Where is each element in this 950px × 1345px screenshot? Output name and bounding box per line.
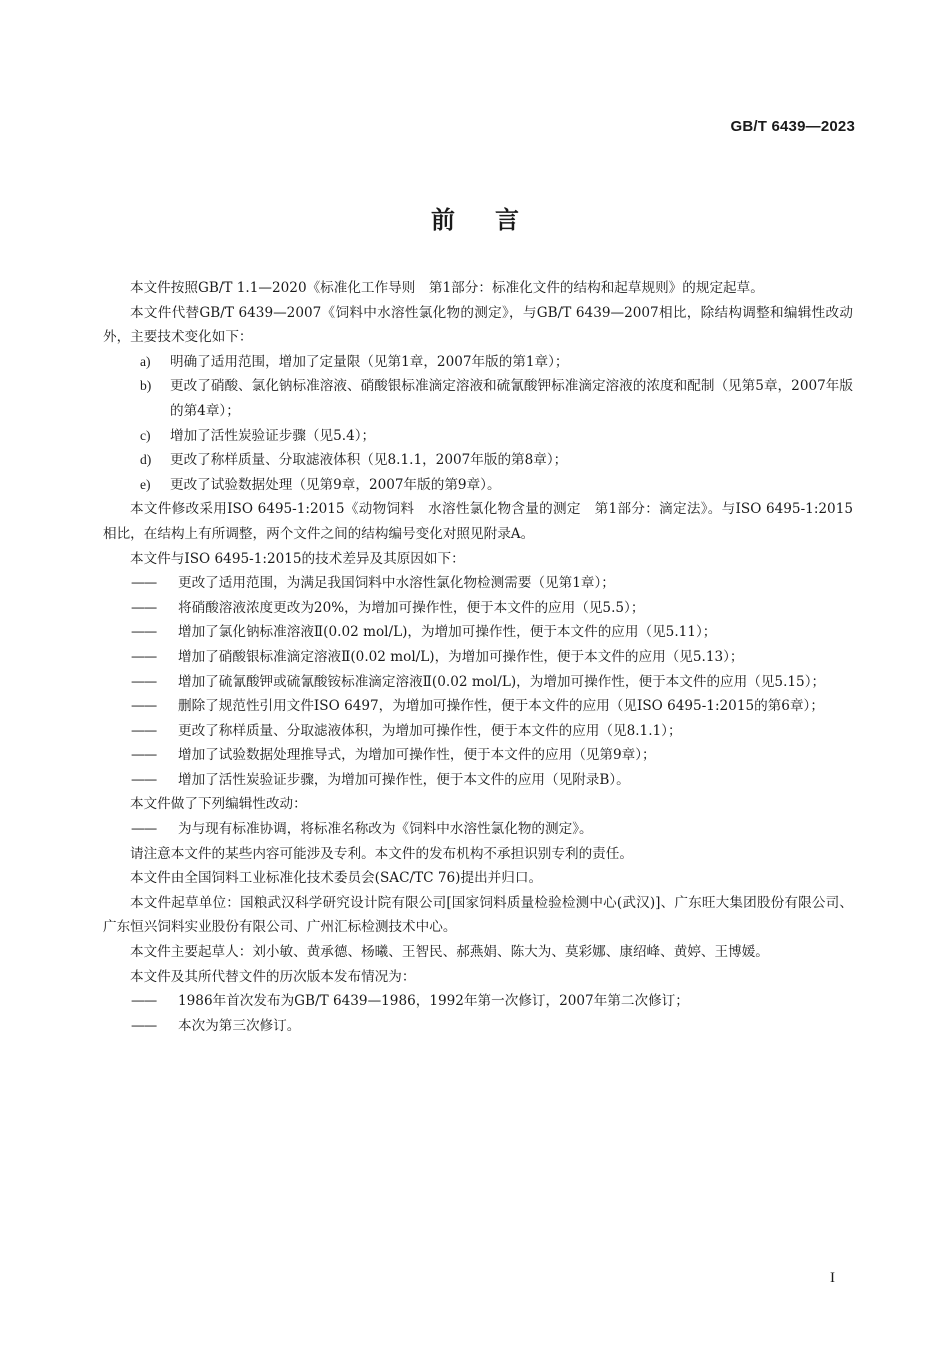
dash-item <box>103 989 853 1014</box>
dash-marker: —— <box>131 1017 157 1034</box>
dash-marker: —— <box>131 747 157 764</box>
dash-item <box>103 571 853 596</box>
list-text: 增加了活性炭验证步骤（见5.4）； <box>170 427 376 444</box>
paragraph: 本文件及其所代替文件的历次版本发布情况为： <box>130 968 416 985</box>
dash-text: 增加了硝酸银标准滴定溶液Ⅱ(0.02 mol/L)，为增加可操作性，便于本文件的应用（见5.13）； <box>178 648 744 665</box>
page-number: I <box>830 1270 835 1286</box>
list-text: 更改了称样质量、分取滤液体积（见8.1.1，2007年版的第8章）； <box>170 452 568 469</box>
dash-text: 更改了适用范围，为满足我国饲料中水溶性氯化物检测需要（见第1章）； <box>178 575 615 592</box>
dash-item <box>103 1014 853 1039</box>
foreword-body <box>103 276 853 1038</box>
dash-item <box>103 743 853 768</box>
list-marker: b) <box>140 378 152 394</box>
list-item <box>103 424 853 449</box>
dash-marker: —— <box>131 648 157 665</box>
dash-item <box>103 694 853 719</box>
dash-marker: —— <box>131 993 157 1010</box>
standard-code: GB/T 6439—2023 <box>730 118 855 135</box>
dash-text: 增加了活性炭验证步骤，为增加可操作性，便于本文件的应用（见附录B）。 <box>178 771 630 788</box>
dash-marker: —— <box>131 673 157 690</box>
paragraph: 请注意本文件的某些内容可能涉及专利。本文件的发布机构不承担识别专利的责任。 <box>130 845 633 862</box>
dash-marker: —— <box>131 624 157 641</box>
dash-marker: —— <box>131 722 157 739</box>
dash-text: 增加了硫氰酸钾或硫氰酸铵标准滴定溶液Ⅱ(0.02 mol/L)，为增加可操作性，便于本文件的应用（见5.15）； <box>178 673 826 690</box>
dash-marker: —— <box>131 821 157 838</box>
dash-marker: —— <box>131 599 157 616</box>
dash-marker: —— <box>131 771 157 788</box>
dash-text: 为与现有标准协调，将标准名称改为《饲料中水溶性氯化物的测定》。 <box>178 821 593 838</box>
list-item <box>103 374 853 423</box>
paragraph: 本文件起草单位：国粮武汉科学研究设计院有限公司[国家饲料质量检验检测中心(武汉)]、广东旺大集团股份有限公司、广东恒兴饲料实业股份有限公司、广州汇标检测技术中心。 <box>103 894 853 936</box>
paragraph: 本文件主要起草人：刘小敏、黄承德、杨曦、王智民、郝燕娟、陈大为、莫彩娜、康绍峰、黄婷、王博媛。 <box>130 944 769 961</box>
list-text: 更改了试验数据处理（见第9章，2007年版的第9章）。 <box>170 476 501 493</box>
dash-item <box>103 645 853 670</box>
paragraph: 本文件代替GB/T 6439—2007《饲料中水溶性氯化物的测定》，与GB/T 6439—2007相比，除结构调整和编辑性改动外，主要技术变化如下： <box>103 304 853 346</box>
dash-text: 更改了称样质量、分取滤液体积，为增加可操作性，便于本文件的应用（见8.1.1）； <box>178 722 682 739</box>
dash-text: 删除了规范性引用文件ISO 6497，为增加可操作性，便于本文件的应用（见ISO 6495-1:2015的第6章）； <box>178 698 824 715</box>
list-marker: c) <box>140 427 151 443</box>
paragraph: 本文件由全国饲料工业标准化技术委员会(SAC/TC 76)提出并归口。 <box>130 870 543 887</box>
paragraph: 本文件与ISO 6495-1:2015的技术差异及其原因如下： <box>130 550 465 567</box>
list-marker: d) <box>140 452 152 468</box>
page-title: 前言 <box>431 206 559 234</box>
paragraph: 本文件按照GB/T 1.1—2020《标准化工作导则 第1部分：标准化文件的结构和起草规则》的规定起草。 <box>130 280 764 296</box>
dash-item <box>103 768 853 793</box>
dash-text: 增加了试验数据处理推导式，为增加可操作性，便于本文件的应用（见第9章）； <box>178 747 656 764</box>
dash-marker: —— <box>131 575 157 592</box>
paragraph: 本文件修改采用ISO 6495-1:2015《动物饲料 水溶性氯化物含量的测定 第1部分：滴定法》。与ISO 6495-1:2015相比，在结构上有所调整，两个文件之间的结构编号变化对照见附录A。 <box>103 501 853 542</box>
dash-item <box>103 596 853 621</box>
list-text: 明确了适用范围，增加了定量限（见第1章，2007年版的第1章）； <box>170 353 569 370</box>
list-marker: e) <box>140 476 151 492</box>
dash-text: 本次为第三次修订。 <box>178 1017 301 1034</box>
list-item <box>103 448 853 473</box>
dash-text: 将硝酸溶液浓度更改为20%，为增加可操作性，便于本文件的应用（见5.5）； <box>178 599 645 616</box>
dash-marker: —— <box>131 698 157 715</box>
dash-item <box>103 719 853 744</box>
dash-text: 1986年首次发布为GB/T 6439—1986，1992年第一次修订，2007年第二次修订； <box>178 993 689 1010</box>
dash-item <box>103 817 853 842</box>
dash-item <box>103 620 853 645</box>
list-item <box>103 473 853 498</box>
paragraph: 本文件做了下列编辑性改动： <box>130 796 307 813</box>
dash-item <box>103 670 853 695</box>
dash-text: 增加了氯化钠标准溶液Ⅱ(0.02 mol/L)，为增加可操作性，便于本文件的应用（见5.11）； <box>178 624 717 641</box>
list-marker: a) <box>140 353 151 369</box>
list-item <box>103 350 853 375</box>
list-text: 更改了硝酸、氯化钠标准溶液、硝酸银标准滴定溶液和硫氰酸钾标准滴定溶液的浓度和配制（见第5章，2007年版的第4章）； <box>170 378 853 419</box>
